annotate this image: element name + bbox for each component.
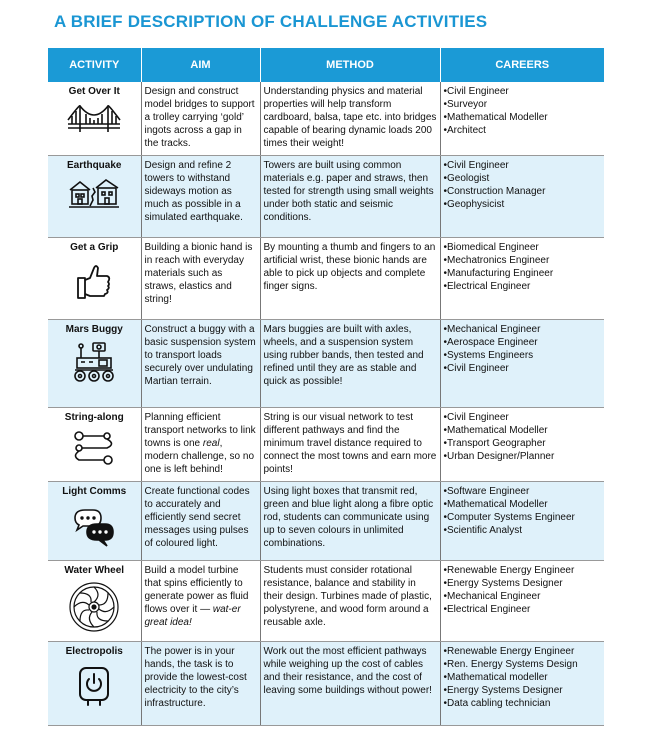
turbine-icon bbox=[68, 581, 120, 633]
activity-name: Electropolis bbox=[65, 645, 123, 657]
activity-name: Earthquake bbox=[67, 159, 122, 171]
method-cell: Using light boxes that transmit red, green and blue light along a fibre optic rod, students can communicate using up to seven colours in unlimited combinations. bbox=[260, 481, 440, 560]
career-item: • Mathematical Modeller bbox=[444, 424, 602, 437]
career-item: • Renewable Energy Engineer bbox=[444, 564, 602, 577]
career-item: • Surveyor bbox=[444, 98, 602, 111]
chat-bubbles-icon bbox=[71, 506, 117, 550]
aim-text: Planning efficient transport networks to link towns is one bbox=[144, 411, 256, 449]
career-item: • Energy Systems Designer bbox=[444, 684, 602, 697]
activity-name: Water Wheel bbox=[64, 564, 125, 576]
career-item: • Construction Manager bbox=[444, 185, 602, 198]
table-row bbox=[48, 319, 604, 407]
activity-cell bbox=[48, 641, 141, 725]
activity-name: Light Comms bbox=[62, 485, 127, 497]
career-item: • Aerospace Engineer bbox=[444, 336, 602, 349]
header-activity: ACTIVITY bbox=[48, 48, 141, 82]
bridge-icon bbox=[66, 102, 122, 136]
header-careers: CAREERS bbox=[440, 48, 604, 82]
table-row bbox=[48, 82, 604, 155]
power-device-icon bbox=[74, 662, 114, 708]
aim-text: Build a model turbine that spins efficiently to generate power as fluid flows over it — bbox=[144, 564, 249, 615]
careers-cell bbox=[440, 481, 604, 560]
aim-cell: Design and construct model bridges to support a trolley carrying ‘gold’ ingots across a gap in the tracks. bbox=[141, 82, 260, 155]
career-item: • Renewable Energy Engineer bbox=[444, 645, 602, 658]
table-row bbox=[48, 641, 604, 725]
career-item: • Software Engineer bbox=[444, 485, 602, 498]
aim-cell: Building a bionic hand is in reach with everyday materials such as straws, elastics and string! bbox=[141, 237, 260, 319]
aim-cell bbox=[141, 560, 260, 641]
career-item: • Ren. Energy Systems Design bbox=[444, 658, 602, 671]
thumbs-up-icon bbox=[74, 262, 114, 302]
careers-cell bbox=[440, 407, 604, 481]
career-item: • Geophysicist bbox=[444, 198, 602, 211]
activity-cell bbox=[48, 407, 141, 481]
career-item: • Systems Engineers bbox=[444, 349, 602, 362]
header-aim: AIM bbox=[141, 48, 260, 82]
career-item: • Urban Designer/Planner bbox=[444, 450, 602, 463]
activity-cell bbox=[48, 481, 141, 560]
aim-cell: Create functional codes to accurately and efficiently send secret messages using pulses of coloured light. bbox=[141, 481, 260, 560]
careers-cell bbox=[440, 237, 604, 319]
activity-cell bbox=[48, 560, 141, 641]
aim-cell: Design and refine 2 towers to withstand sideways motion as much as possible in a simulated earthquake. bbox=[141, 155, 260, 237]
career-item: • Manufacturing Engineer bbox=[444, 267, 602, 280]
method-cell: Mars buggies are built with axles, wheels, and a suspension system using rubber bands, then tested and refined until they are as stable and quick as possible! bbox=[260, 319, 440, 407]
career-item: • Energy Systems Designer bbox=[444, 577, 602, 590]
career-item: • Scientific Analyst bbox=[444, 524, 602, 537]
activity-name: Get a Grip bbox=[70, 241, 119, 253]
career-item: • Civil Engineer bbox=[444, 411, 602, 424]
career-item: • Civil Engineer bbox=[444, 159, 602, 172]
career-item: • Geologist bbox=[444, 172, 602, 185]
page-title: A BRIEF DESCRIPTION OF CHALLENGE ACTIVITIES bbox=[54, 12, 488, 31]
table-row bbox=[48, 560, 604, 641]
method-cell: Towers are built using common materials e.g. paper and straws, then tested for strength using small weights under both static and seismic conditions. bbox=[260, 155, 440, 237]
careers-cell bbox=[440, 155, 604, 237]
careers-cell bbox=[440, 560, 604, 641]
activity-cell bbox=[48, 237, 141, 319]
aim-cell: The power is in your hands, the task is to provide the lowest-cost electricity to the city’s infrastructure. bbox=[141, 641, 260, 725]
careers-cell bbox=[440, 319, 604, 407]
career-item: • Civil Engineer bbox=[444, 85, 602, 98]
aim-cell: Construct a buggy with a basic suspension system to transport loads securely over undulating Martian terrain. bbox=[141, 319, 260, 407]
careers-cell bbox=[440, 82, 604, 155]
method-cell: Work out the most efficient pathways while weighing up the cost of cables and their resistance, and the cost of leaving some buildings without power! bbox=[260, 641, 440, 725]
challenge-table bbox=[48, 48, 604, 726]
rover-icon bbox=[71, 340, 117, 384]
method-cell: By mounting a thumb and fingers to an artificial wrist, these bionic hands are able to pick up objects and complete finger signs. bbox=[260, 237, 440, 319]
activity-name: Get Over It bbox=[68, 86, 120, 97]
career-item: • Civil Engineer bbox=[444, 362, 602, 375]
activity-cell bbox=[48, 82, 141, 155]
aim-emphasis: real bbox=[202, 437, 220, 449]
career-item: • Mathematical Modeller bbox=[444, 498, 602, 511]
aim-text: , modern challenge, so no one is left behind! bbox=[144, 437, 255, 475]
aim-cell bbox=[141, 407, 260, 481]
aim-emphasis: wat-er great idea! bbox=[144, 603, 241, 628]
header-row bbox=[48, 48, 604, 82]
career-item: • Electrical Engineer bbox=[444, 280, 602, 293]
table-row bbox=[48, 481, 604, 560]
table-row bbox=[48, 407, 604, 481]
career-item: • Data cabling technician bbox=[444, 697, 602, 710]
career-item: • Transport Geographer bbox=[444, 437, 602, 450]
career-item: • Mechanical Engineer bbox=[444, 323, 602, 336]
activity-cell bbox=[48, 155, 141, 237]
career-item: • Biomedical Engineer bbox=[444, 241, 602, 254]
table-row bbox=[48, 155, 604, 237]
career-item: • Electrical Engineer bbox=[444, 603, 602, 616]
network-icon bbox=[72, 428, 116, 468]
career-item: • Computer Systems Engineer bbox=[444, 511, 602, 524]
career-item: • Mathematical modeller bbox=[444, 671, 602, 684]
table-row bbox=[48, 237, 604, 319]
method-cell: Understanding physics and material properties will help transform cardboard, balsa, tape etc. into bridges capable of bearing dynamic loads 200 times their weight! bbox=[260, 82, 440, 155]
method-cell: Students must consider rotational resistance, balance and stability in their design. Turbines made of plastic, polystyrene, and wood form around a reusable axle. bbox=[260, 560, 440, 641]
career-item: • Mechanical Engineer bbox=[444, 590, 602, 603]
earthquake-icon bbox=[68, 176, 120, 210]
activity-name: Mars Buggy bbox=[65, 323, 123, 335]
method-cell: String is our visual network to test different pathways and find the minimum travel distance required to connect the most towns and earn more points! bbox=[260, 407, 440, 481]
career-item: • Mathematical Modeller bbox=[444, 111, 602, 124]
activity-cell bbox=[48, 319, 141, 407]
header-method: METHOD bbox=[260, 48, 440, 82]
career-item: • Architect bbox=[444, 124, 602, 137]
careers-cell bbox=[440, 641, 604, 725]
career-item: • Mechatronics Engineer bbox=[444, 254, 602, 267]
activity-name: String-along bbox=[64, 411, 124, 423]
